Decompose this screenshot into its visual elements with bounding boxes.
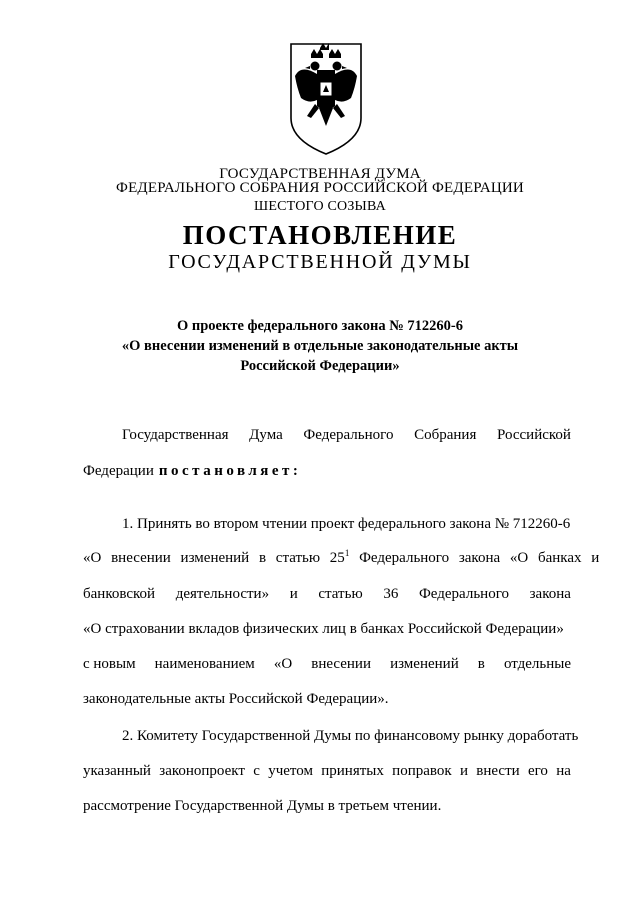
superscript-1: 1 [344,548,350,558]
coat-of-arms-emblem [287,40,365,158]
preamble-line-1: Государственная Дума Федерального Собрания Российской [122,427,571,443]
item-1-line-5: с новым наименованием «О внесении изменений в отдельные [83,656,571,672]
item-1-line-3: банковской деятельности» и статью 36 Федерального закона [83,586,571,602]
subject-line-1: О проекте федерального закона № 712260-6 [176,318,464,334]
item-1-line-2: «О внесении изменений в статью $25^1$ Федерального закона «О банках и [83,548,600,566]
item-1-line-1: 1. Принять во втором чтении проект федерального закона № 712260-6 [122,516,571,532]
decree-word: постановляет: [158,463,302,479]
subject-line-3: Российской Федерации» [240,358,400,374]
preamble-line-2: Федерации постановляет: [83,463,302,479]
header-line-convocation: ШЕСТОГО СОЗЫВА [254,199,386,214]
item-2-line-2: указанный законопроект с учетом принятых поправок и внести его на [83,763,571,779]
header-line-duma: ГОСУДАРСТВЕННАЯ ДУМА [219,166,421,182]
item-1-line-4: «О страховании вкладов физических лиц в банках Российской Федерации» [83,621,564,637]
item-1-line-6: законодательные акты Российской Федерации». [83,691,389,707]
document-title: ПОСТАНОВЛЕНИЕ [182,220,458,250]
header-line-federal-assembly: ФЕДЕРАЛЬНОГО СОБРАНИЯ РОССИЙСКОЙ ФЕДЕРАЦИИ [116,180,524,196]
item-2-line-3: рассмотрение Государственной Думы в третьем чтении. [83,798,442,814]
document-subtitle: ГОСУДАРСТВЕННОЙ ДУМЫ [168,251,472,273]
subject-line-2: «О внесении изменений в отдельные законодательные акты [121,338,519,354]
item-2-line-1: 2. Комитету Государственной Думы по финансовому рынку доработать [122,728,579,744]
